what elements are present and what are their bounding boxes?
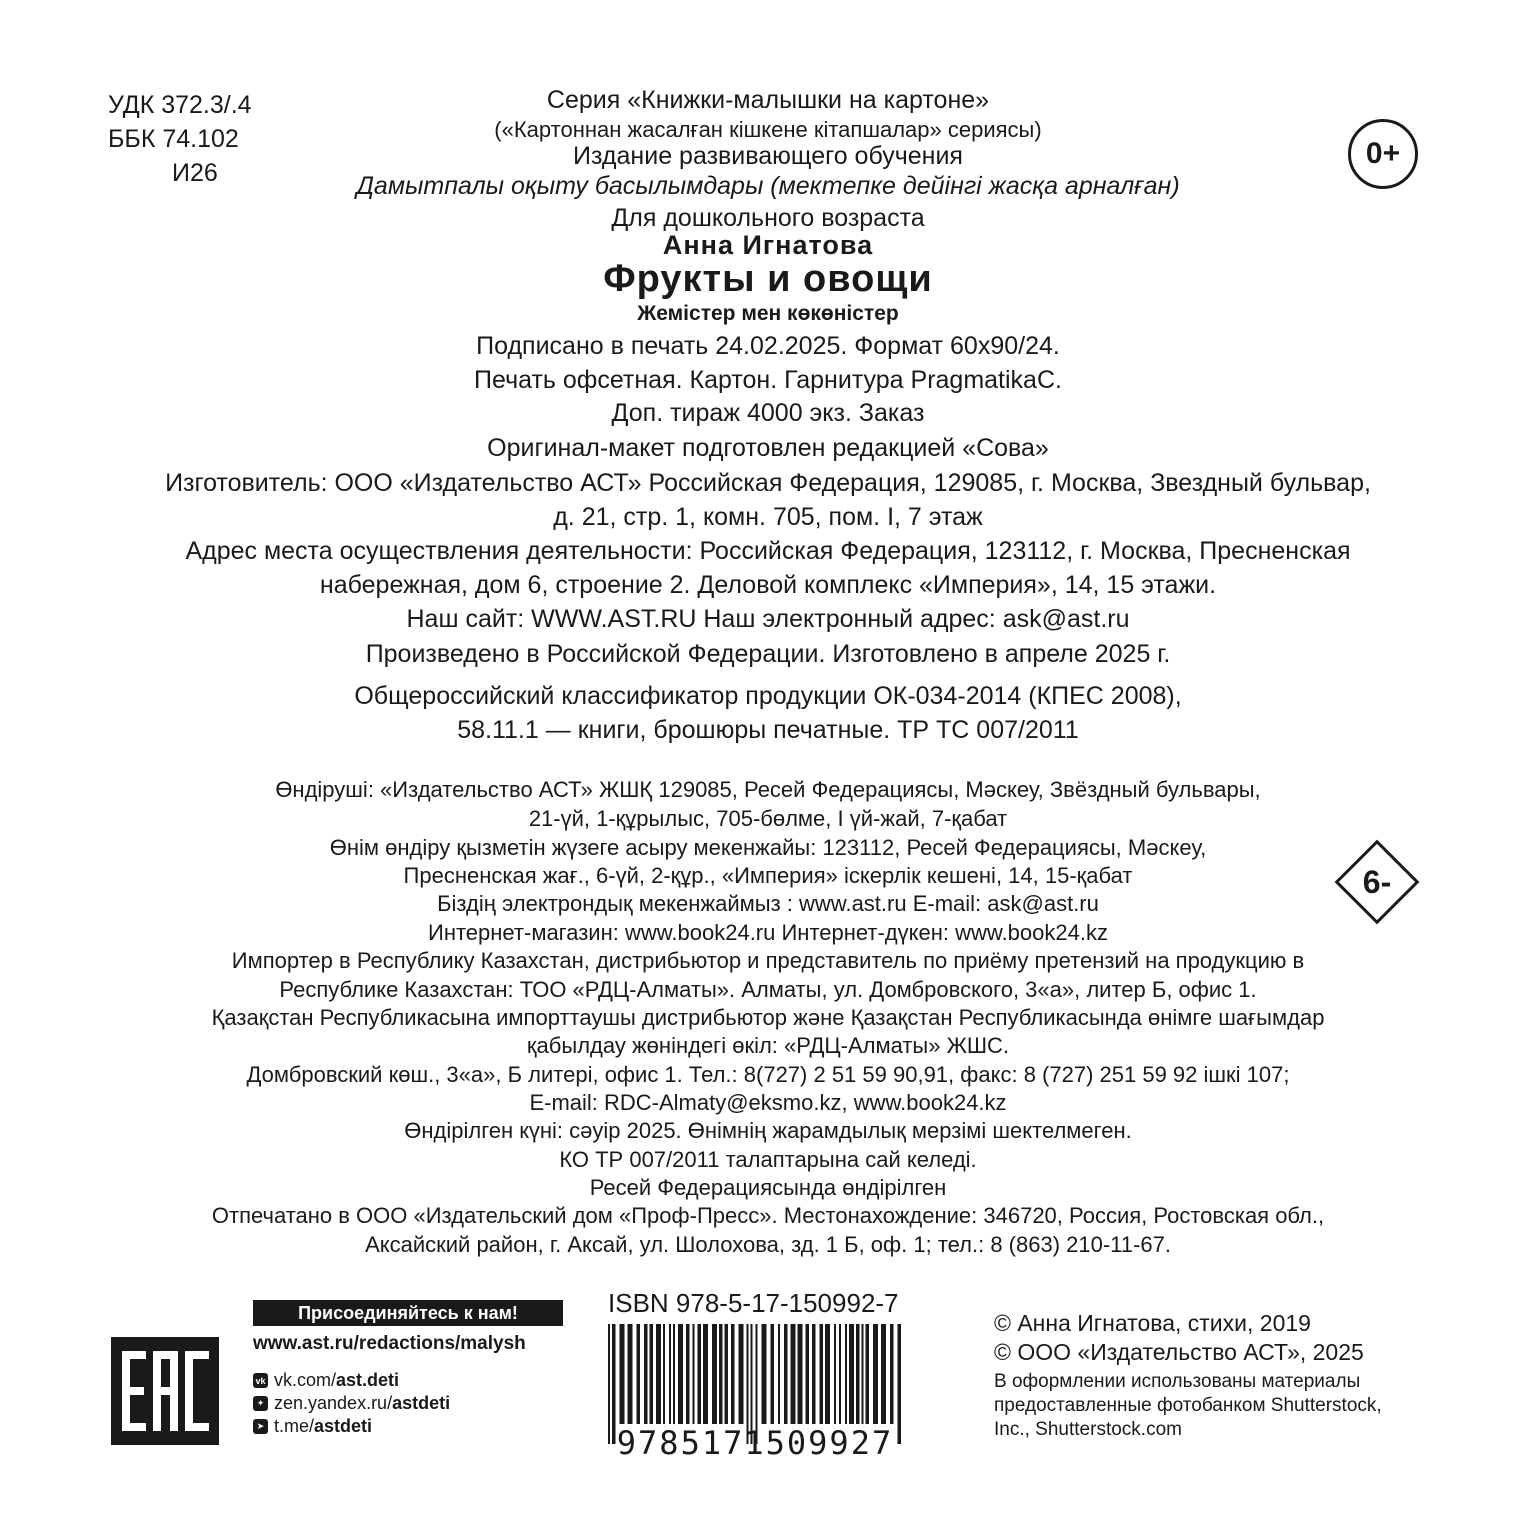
barcode-bar [856, 1324, 860, 1424]
kz-info-line: Отпечатано в ООО «Издательский дом «Проф-Пресс». Местонахождение: 346720, Россия, Ростовская обл., [211, 1203, 1325, 1228]
print-info-line: Адрес места осуществления деятельности: Российская Федерация, 123112, г. Москва, Пресненская [185, 537, 1351, 565]
barcode-bar [620, 1324, 625, 1424]
kz-info-line: Пресненская жағ., 6-үй, 2-құр., «Империя» іскерлік кешені, 14, 15-қабат [403, 863, 1133, 888]
publisher-site-link[interactable]: www.ast.ru/redactions/malysh [253, 1333, 526, 1354]
series-ru: Серия «Книжки-малышки на картоне» [546, 86, 990, 114]
kz-info-line: Импортер в Республику Казахстан, дистрибьютор и представитель по приёму претензий на продукцию в [231, 948, 1305, 973]
social-link-vk[interactable] [253, 1370, 399, 1391]
kz-info-line: Өнім өндіру қызметін жүзеге асыру мекенжайы: 123112, Ресей Федерациясы, Мәскеу, [329, 835, 1207, 860]
print-info-line: Доп. тираж 4000 экз. Заказ [611, 399, 925, 427]
barcode-bar [771, 1324, 775, 1424]
kz-info-line: Аксайский район, г. Аксай, ул. Шолохова, зд. 1 Б, оф. 1; тел.: 8 (863) 210-11-67. [365, 1232, 1171, 1257]
zen-icon: ✦ [253, 1396, 268, 1411]
print-info-line: 58.11.1 — книги, брошюры печатные. ТР ТС 007/2011 [457, 716, 1079, 744]
udk-code: УДК 372.3/.4 [108, 91, 252, 119]
edition-kz: Дамытпалы оқыту басылымдары (мектепке дейінгі жасқа арналған) [356, 172, 1180, 200]
barcode-bar [873, 1324, 878, 1424]
social-link-telegram[interactable] [253, 1416, 372, 1437]
barcode-bar [678, 1324, 683, 1424]
social-handle: astdeti [314, 1416, 373, 1436]
barcode-icon [596, 1320, 914, 1460]
copyright-author: © Анна Игнатова, стихи, 2019 [994, 1310, 1311, 1336]
barcode-bar [825, 1324, 830, 1424]
barcode-bar [881, 1324, 886, 1424]
barcode-bar [898, 1324, 902, 1444]
kz-info-line: Республике Казахстан: ТОО «РДЦ-Алматы». Алматы, ул. Домбровского, 3«а», литер Б, офис 1. [279, 977, 1257, 1002]
barcode-bar [798, 1324, 803, 1424]
barcode-bar [739, 1324, 744, 1424]
vk-icon: vk [253, 1373, 268, 1388]
print-info-line: Наш сайт: WWW.AST.RU Наш электронный адрес: ask@ast.ru [406, 605, 1130, 633]
age-rating-6-minus: 6- [1362, 863, 1392, 900]
series-kz: («Картоннан жасалған кішкене кітапшалар» сериясы) [494, 117, 1042, 142]
kz-info-line: КО ТР 007/2011 талаптарына сай келеді. [559, 1147, 977, 1172]
barcode-bar [806, 1324, 810, 1424]
age-rating-0-plus: 0+ [1348, 119, 1418, 189]
barcode-bar [637, 1324, 641, 1424]
book-title: Фрукты и овощи [603, 258, 933, 300]
barcode-bar [849, 1324, 854, 1424]
barcode-bar [866, 1324, 870, 1424]
social-prefix: t.me/ [274, 1416, 315, 1436]
copyright-publisher: © ООО «Издательство АСТ», 2025 [994, 1339, 1364, 1365]
kz-info-line: қабылдау жөніндегі өкіл: «РДЦ-Алматы» ЖШС. [526, 1033, 1010, 1058]
barcode-bar [731, 1324, 735, 1424]
kz-info-line: Өндірілген күні: сәуір 2025. Өнімнің жарамдылық мерзімі шектелмеген. [404, 1118, 1132, 1143]
barcode-bar [612, 1324, 616, 1444]
barcode-bar [663, 1324, 665, 1424]
barcode-bar [820, 1324, 824, 1424]
barcode-bar [698, 1324, 702, 1424]
isbn-number: ISBN 978-5-17-150992-7 [608, 1288, 899, 1318]
social-handle: ast.deti [336, 1370, 400, 1390]
barcode-bar [703, 1324, 708, 1424]
kz-info-line: Қазақстан Республикасына импорттаушы дистрибьютор және Қазақстан Республикасында өнімге шағымдар [211, 1005, 1325, 1030]
bbk-code: ББК 74.102 [108, 125, 239, 153]
eac-mark-icon [111, 1337, 219, 1445]
print-info-line: Оригинал-макет подготовлен редакцией «Сова» [487, 434, 1049, 462]
kz-info-line: E-mail: RDC-Almaty@eksmo.kz, www.book24.kz [529, 1090, 1007, 1115]
barcode-bar [669, 1324, 671, 1424]
telegram-icon: ➤ [253, 1419, 268, 1434]
kz-info-line: Біздің электрондық мекенжаймыз : www.ast.ru E-mail: ask@ast.ru [437, 891, 1099, 916]
barcode-bar [693, 1324, 695, 1424]
age-group: Для дошкольного возраста [611, 204, 925, 232]
author-name: Анна Игнатова [662, 230, 874, 260]
print-info-line: Произведено в Российской Федерации. Изготовлено в апреле 2025 г. [365, 640, 1171, 668]
barcode-bar [762, 1324, 767, 1424]
barcode-bar [673, 1324, 675, 1424]
barcode-bar [686, 1324, 690, 1424]
kz-info-line: Ресей Федерациясында өндірілген [589, 1175, 947, 1200]
barcode-bar [628, 1324, 633, 1424]
barcode-digits: 9785171509927 [616, 1424, 894, 1460]
print-info-line: набережная, дом 6, строение 2. Деловой комплекс «Империя», 14, 15 этажи. [319, 571, 1217, 599]
author-index: И26 [172, 159, 218, 187]
print-info-line: Печать офсетная. Картон. Гарнитура PragmatikaC. [474, 366, 1062, 394]
social-handle: astdeti [392, 1393, 451, 1413]
social-prefix: zen.yandex.ru/ [274, 1393, 393, 1413]
barcode-bar [784, 1324, 788, 1424]
print-info-line: д. 21, стр. 1, комн. 705, пом. I, 7 этаж [553, 503, 983, 531]
barcode-bar [890, 1324, 894, 1424]
image-credits-line: В оформлении использованы материалы [994, 1371, 1361, 1392]
image-credits-line: предоставленные фотобанком Shutterstock, [994, 1395, 1382, 1416]
social-link-zen[interactable] [253, 1393, 450, 1414]
barcode-bar [656, 1324, 661, 1424]
barcode-bar [839, 1324, 841, 1424]
barcode-bar [650, 1324, 654, 1424]
kz-info-line: Интернет-магазин: www.book24.ru Интернет-дүкен: www.book24.kz [428, 920, 1108, 945]
image-credits-line: Inc., Shutterstock.com [994, 1419, 1182, 1440]
barcode-bar [862, 1324, 864, 1424]
social-prefix: vk.com/ [274, 1370, 337, 1390]
kz-info-line: 21-үй, 1-құрылыс, 705-бөлме, I үй-жай, 7-қабат [528, 806, 1008, 831]
barcode-bar [644, 1324, 648, 1424]
barcode-bar [845, 1324, 847, 1424]
barcode-bar [608, 1324, 610, 1444]
join-us-banner: Присоединяйтесь к нам! [253, 1300, 563, 1326]
print-info-line: Общероссийский классификатор продукции ОК-034-2014 (КПЕС 2008), [354, 682, 1182, 710]
kz-info-line: Домбровский көш., 3«а», Б литері, офис 1. Тел.: 8(727) 2 51 59 90,91, факс: 8 (727) 251 59 92 ішкі 107; [246, 1062, 1290, 1087]
barcode-bar [725, 1324, 729, 1424]
barcode-bar [812, 1324, 816, 1424]
barcode-bar [778, 1324, 780, 1424]
barcode-bar [834, 1324, 836, 1424]
book-title-kz: Жемістер мен көкөністер [637, 302, 899, 325]
barcode-bar [791, 1324, 796, 1424]
barcode-bar [712, 1324, 717, 1424]
kz-info-line: Өндіруші: «Издательство АСТ» ЖШҚ 129085, Ресей Федерациясы, Мәскеу, Звёздный бульвары, [275, 777, 1261, 802]
print-info-line: Подписано в печать 24.02.2025. Формат 60х90/24. [476, 332, 1060, 360]
barcode-bar [719, 1324, 723, 1424]
print-info-line: Изготовитель: ООО «Издательство АСТ» Российская Федерация, 129085, г. Москва, Звездный бульвар, [165, 469, 1371, 497]
edition-ru: Издание развивающего обучения [573, 142, 963, 170]
